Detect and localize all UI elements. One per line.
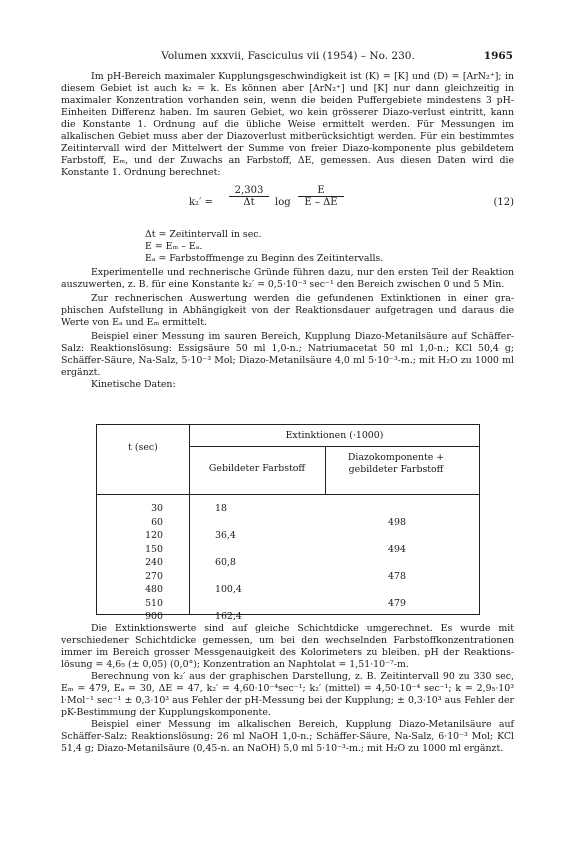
fraction-numerator: E [298, 185, 344, 197]
paragraph: Experimentelle und rechnerische Gründe führen dazu, nur den ersten Teil der Reaktion auszuwerten, z. B. für eine Konstante k₂′ = 0,5·10⁻³ sec⁻¹ den Bereich zwischen 0 und 5 Min. [61, 267, 514, 290]
table-cell-time: 510 [145, 597, 163, 609]
table-cell-diazo: 494 [388, 543, 406, 555]
kinetic-data-table [96, 424, 480, 622]
equation-definitions [145, 229, 383, 265]
table-cell-time: 30 [151, 503, 163, 514]
table-cell-dye: 100,4 [215, 584, 242, 595]
table-rule [189, 425, 190, 614]
table-cell-time: 120 [145, 530, 163, 541]
paragraph: Beispiel einer Messung im sauren Bereich, Kupplung Diazo-Metanilsäure auf Schäffer-Salz: Reaktionslösung: Essigsäure 50 ml 1,0-n.; Natriumacetat 50 ml 1,0-n.; KCl 50,4 g; Schäffer-Säure, Na-Salz, 5·10⁻³ Mol; Diazo-Metanilsäure 4,0 ml 5·10⁻³-m.; mit H₂O zu 1000 ml ergänzt. [61, 331, 514, 378]
method-text-block [61, 267, 514, 391]
table-rule [97, 494, 479, 495]
table-cell-time: 480 [145, 584, 163, 595]
table-cell-diazo: 479 [388, 597, 406, 609]
column-header-dye: Gebildeter Farbstoff [208, 463, 306, 474]
journal-volume-title: Volumen xxxvii, Fasciculus vii (1954) – No. 230. [161, 50, 415, 62]
table-cell-time: 60 [151, 516, 163, 528]
table-cell-dye: 60,8 [215, 557, 236, 568]
column-header-time: t (sec) [128, 442, 158, 453]
paragraph: Zur rechnerischen Auswertung werden die gefundenen Extinktionen in einer gra-phischen Aufstellung in Abhängigkeit von der Reaktionsdauer aufgetragen und daraus die Werte von Eₐ und Eₘ ermittelt. [61, 293, 514, 328]
table-cell-dye: 18 [215, 503, 227, 514]
table-cell-diazo: 498 [388, 516, 406, 528]
table-cell-time: 150 [145, 543, 163, 555]
table-cell-time: 240 [145, 557, 163, 568]
equation-fraction-2 [298, 185, 344, 208]
equation-log: log [275, 197, 291, 208]
paragraph: Im pH-Bereich maximaler Kupplungsgeschwindigkeit ist (K) = [K] und (D) = [ArN₂⁺]; in diesem Gebiet ist auch k₂ = k. Es können aber [ArN₂⁺] und [K] nur dann gleichzeitig in maximaler Konzentration vorhanden sein, wenn die beiden Puffergebiete mindestens 3 pH-Einheiten Differenz haben. Im sauren Gebiet, wo kein grösserer Diazo-verlust eintritt, kann die Konstante 1. Ordnung auf die übliche Weise ermittelt werden. Für Messungen im alkalischen Gebiet muss aber der Diazoverlust mitberücksichtigt werden. Für ein bestimmtes Zeitintervall wird der Mittelwert der Summe von freier Diazo-komponente plus gebildetem Farbstoff, Eₘ, und der Zuwachs an Farbstoff, ΔE, gemessen. Aus diesen Daten wird die Konstante 1. Ordnung berechnet: [61, 71, 514, 178]
definition-line: Δt = Zeitintervall in sec. [145, 229, 262, 240]
equation-number: (12) [493, 197, 514, 208]
paragraph: Beispiel einer Messung im alkalischen Bereich, Kupplung Diazo-Metanilsäure auf Schäffer-Salz: Reaktionslösung: 26 ml NaOH 1,0-n.; Schäffer-Säure, Na-Salz, 6·10⁻³ Mol; KCl 51,4 g; Diazo-Metanilsäure (0,45-n. an NaOH) 5,0 ml 5·10⁻³-m.; mit H₂O zu 1000 ml ergänzt. [61, 719, 514, 754]
equation-lhs: k₂′ = [189, 197, 213, 208]
definition-line: E = Eₘ – Eₐ. [145, 241, 203, 252]
intro-text-block [61, 71, 514, 179]
table-rule [189, 446, 480, 447]
table-cell-time: 900 [145, 611, 163, 622]
running-header [0, 50, 576, 64]
paragraph: Die Extinktionswerte sind auf gleiche Schichtdicke umgerechnet. Es wurde mit verschiedener Schichtdicke gemessen, um bei den wechselnden Farbstoffkonzentrationen immer im Bereich grosser Messgenauigkeit des Kolorimeters zu bleiben. pH der Reaktions-lösung = 4,6₅ (± 0,05) (0,0°); Konzentration an Naphtolat = 1,51·10⁻⁷-m. [61, 623, 514, 670]
definition-line: Eₐ = Farbstoffmenge zu Beginn des Zeitintervalls. [145, 253, 384, 264]
page-number: 1965 [483, 50, 513, 62]
fraction-denominator: Δt [243, 197, 255, 208]
fraction-denominator: E – ΔE [304, 197, 338, 208]
table-rule [325, 446, 326, 494]
fraction-numerator: 2,303 [229, 185, 269, 197]
results-text-block [61, 623, 514, 755]
table-cell-dye: 36,4 [215, 530, 236, 541]
paragraph: Berechnung von k₂′ aus der graphischen Darstellung, z. B. Zeitintervall 90 zu 330 sec, Eₘ = 479, Eₐ = 30, ΔE = 47, k₂′ = 4,60·10⁻⁴sec⁻¹; k₂′ (mittel) = 4,50·10⁻⁴ sec⁻¹; k = 2,9₅·10³ l·Mol⁻¹ sec⁻¹ ± 0,3·10³ aus Fehler der pH-Messung bei der Kupplung; ± 0,3·10³ aus Fehler der pK-Bestimmung der Kupplungskomponente. [61, 671, 514, 718]
paragraph: Kinetische Daten: [91, 379, 176, 390]
column-header-diazo: Diazokomponente + gebildeter Farbstoff [347, 452, 445, 475]
equation-12 [61, 185, 514, 225]
column-group-header: Extinktionen (·1000) [285, 430, 384, 441]
table-cell-dye: 162,4 [215, 611, 242, 622]
table-cell-time: 270 [145, 570, 163, 582]
table-cell-diazo: 478 [388, 570, 406, 582]
equation-fraction-1 [229, 185, 269, 208]
